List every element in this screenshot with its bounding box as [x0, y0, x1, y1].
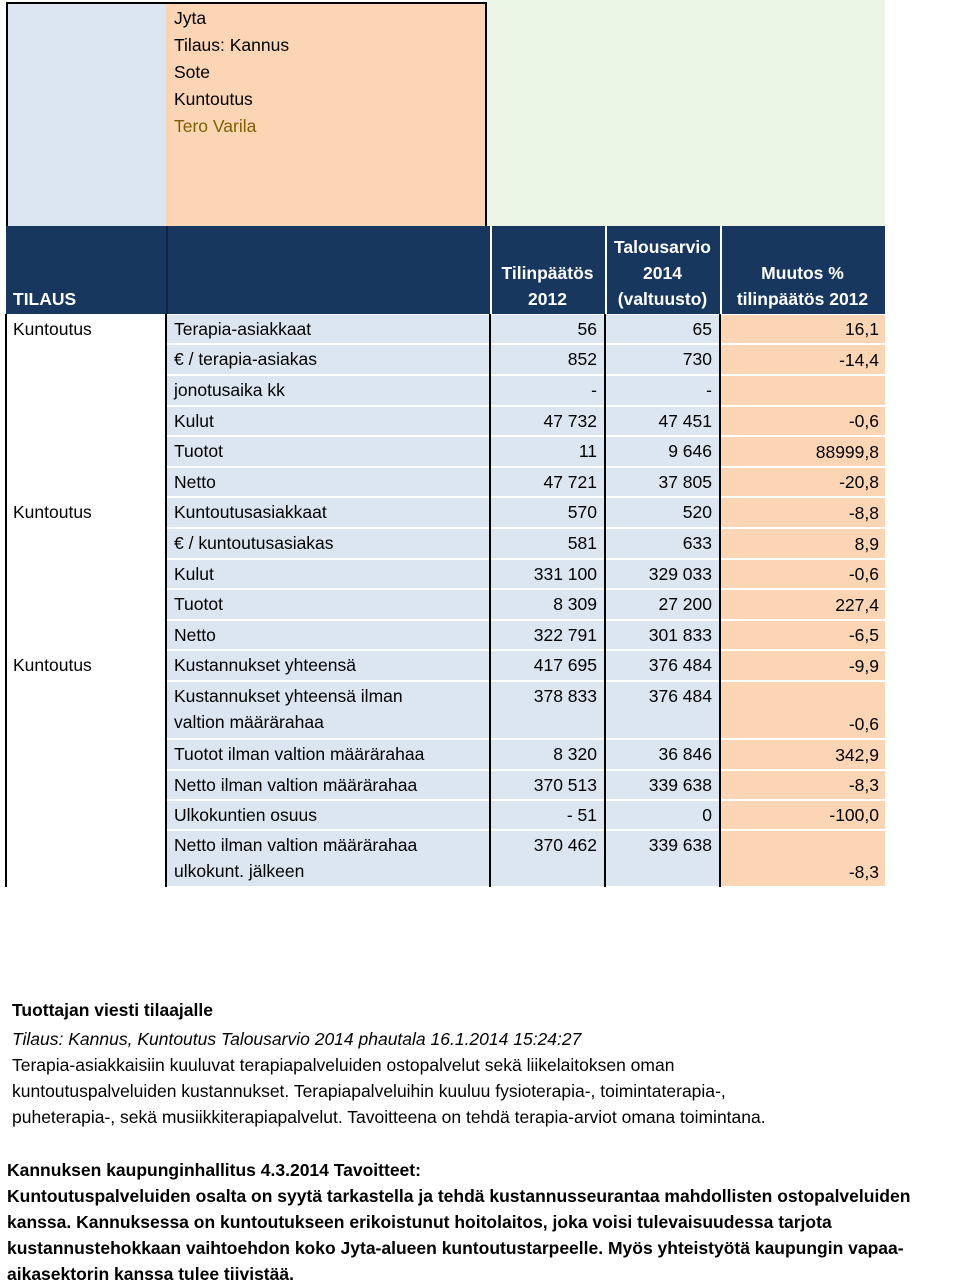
- cell-label-line2: ulkokunt. jälkeen: [174, 861, 305, 881]
- cell-muutos-pct: [720, 740, 885, 769]
- cell-talousarvio-2014: [605, 771, 720, 799]
- column-separator: [489, 681, 491, 739]
- column-separator: [604, 528, 606, 559]
- column-separator: [165, 650, 167, 681]
- cell-label-text: Tuotot ilman valtion määrärahaa: [174, 744, 425, 764]
- cell-group: [6, 831, 166, 886]
- cell-label: [166, 376, 490, 405]
- cell-tilinpaatos-2012: [490, 682, 605, 738]
- column-separator: [165, 559, 167, 589]
- cell-tilinpaatos-2012-text: 581: [567, 533, 597, 553]
- cell-tilinpaatos-2012: [490, 831, 605, 886]
- column-separator: [489, 436, 491, 467]
- column-separator: [165, 589, 167, 620]
- cell-muutos-pct-text: -0,6: [848, 714, 879, 734]
- info-label-background: [6, 2, 166, 226]
- cell-label-text: Kulut: [174, 411, 214, 431]
- table-left-edge: [5, 559, 7, 589]
- cell-label-text: Ulkokuntien osuus: [174, 805, 317, 825]
- column-separator: [489, 344, 491, 375]
- cell-label-text: Tuotot: [174, 441, 223, 461]
- column-separator: [604, 681, 606, 739]
- table-row: [6, 406, 885, 436]
- header-tilinpaatos-line1: Tilinpäätös: [501, 263, 594, 283]
- header-tilaus: TILAUS: [13, 289, 77, 309]
- cell-muutos-pct-text: -8,3: [848, 862, 879, 882]
- table-left-edge: [5, 375, 7, 406]
- cell-talousarvio-2014: [605, 437, 720, 466]
- cell-talousarvio-2014-text: 36 846: [658, 744, 712, 764]
- table-row: [6, 344, 885, 375]
- column-separator: [604, 620, 606, 650]
- table-left-edge: [5, 344, 7, 375]
- cell-label-text: Terapia-asiakkaat: [174, 319, 312, 339]
- cell-group: [6, 407, 166, 435]
- cell-talousarvio-2014-text: -: [706, 380, 712, 400]
- table-left-edge: [5, 770, 7, 800]
- column-separator: [604, 559, 606, 589]
- column-separator: [604, 497, 606, 528]
- cell-talousarvio-2014-text: 520: [682, 502, 712, 522]
- column-separator: [604, 344, 606, 375]
- column-separator: [719, 589, 721, 620]
- column-separator: [165, 375, 167, 406]
- table-row: [6, 830, 885, 887]
- cell-talousarvio-2014-text: 633: [682, 533, 712, 553]
- cell-tilinpaatos-2012: [490, 801, 605, 829]
- cell-label: [166, 468, 490, 496]
- table-row: [6, 467, 885, 497]
- cell-muutos-pct-text: -9,9: [848, 656, 879, 676]
- cell-tilinpaatos-2012-text: 378 833: [533, 686, 597, 706]
- table-left-edge: [5, 314, 7, 344]
- cell-tilinpaatos-2012-text: 370 513: [533, 775, 597, 795]
- cell-tilinpaatos-2012: [490, 740, 605, 769]
- cell-muutos-pct: [720, 682, 885, 738]
- cell-tilinpaatos-2012-text: 852: [567, 349, 597, 369]
- cell-group: [6, 651, 166, 680]
- table-row: [6, 770, 885, 800]
- column-separator: [604, 800, 606, 830]
- cell-talousarvio-2014-text: 9 646: [668, 441, 712, 461]
- cell-talousarvio-2014-text: 730: [682, 349, 712, 369]
- cell-tilinpaatos-2012: [490, 407, 605, 435]
- info-block: [0, 0, 487, 226]
- cell-muutos-pct: [720, 801, 885, 829]
- table-left-edge: [5, 436, 7, 467]
- column-separator: [719, 650, 721, 681]
- cell-tilinpaatos-2012-text: 11: [578, 441, 597, 461]
- cell-muutos-pct-text: -8,8: [848, 503, 879, 523]
- cell-talousarvio-2014-text: 376 484: [648, 655, 712, 675]
- cell-talousarvio-2014: [605, 831, 720, 886]
- cell-label-text: Netto: [174, 625, 216, 645]
- column-separator: [165, 739, 167, 770]
- column-separator: [489, 406, 491, 436]
- header-tilinpaatos-line2: 2012: [528, 289, 567, 309]
- info-value: Sote: [174, 62, 210, 82]
- cell-talousarvio-2014: [605, 682, 720, 738]
- cell-group: [6, 468, 166, 496]
- cell-tilinpaatos-2012-text: 8 320: [553, 744, 597, 764]
- cell-talousarvio-2014: [605, 376, 720, 405]
- column-separator: [489, 314, 491, 344]
- cell-label: [166, 682, 490, 738]
- column-separator: [489, 375, 491, 406]
- table-header: [6, 226, 885, 314]
- cell-tilinpaatos-2012-text: 322 791: [533, 625, 597, 645]
- table-row: [6, 589, 885, 620]
- cell-talousarvio-2014-text: 329 033: [648, 564, 712, 584]
- cell-talousarvio-2014-text: 47 451: [658, 411, 712, 431]
- cell-label: [166, 529, 490, 558]
- cell-talousarvio-2014: [605, 740, 720, 769]
- cell-tilinpaatos-2012-text: 370 462: [533, 835, 597, 855]
- cell-label-text: Tuotot: [174, 594, 223, 614]
- cell-talousarvio-2014-text: 339 638: [648, 835, 712, 855]
- council-line: kanssa. Kannuksessa on kuntoutukseen erikoistunut hoitolaitos, joka voisi tulevaisuudessa tarjota: [7, 1212, 832, 1232]
- column-separator: [604, 314, 606, 344]
- cell-group: [6, 498, 166, 527]
- cell-talousarvio-2014-text: 339 638: [648, 775, 712, 795]
- cell-tilinpaatos-2012: [490, 468, 605, 496]
- cell-group: [6, 345, 166, 374]
- column-separator: [489, 467, 491, 497]
- cell-label-text: Netto: [174, 472, 216, 492]
- cell-muutos-pct-text: -6,5: [848, 625, 879, 645]
- cell-talousarvio-2014-text: 301 833: [648, 625, 712, 645]
- cell-tilinpaatos-2012: [490, 771, 605, 799]
- cell-tilinpaatos-2012: [490, 498, 605, 527]
- cell-group: [6, 801, 166, 829]
- cell-muutos-pct: [720, 468, 885, 496]
- column-separator: [489, 497, 491, 528]
- cell-label-text: Kustannukset yhteensä ilman: [174, 686, 403, 706]
- column-separator: [719, 406, 721, 436]
- column-separator: [165, 406, 167, 436]
- cell-muutos-pct-text: -0,6: [848, 564, 879, 584]
- cell-talousarvio-2014: [605, 468, 720, 496]
- cell-tilinpaatos-2012: [490, 560, 605, 588]
- column-separator: [165, 436, 167, 467]
- cell-muutos-pct: [720, 771, 885, 799]
- table-row: [6, 314, 885, 344]
- column-separator: [719, 559, 721, 589]
- cell-group: [6, 621, 166, 649]
- cell-muutos-pct: [720, 315, 885, 343]
- cell-tilinpaatos-2012-text: 8 309: [553, 594, 597, 614]
- cell-talousarvio-2014: [605, 407, 720, 435]
- cell-muutos-pct: [720, 345, 885, 374]
- cell-label: [166, 651, 490, 680]
- info-green-area: [487, 0, 885, 226]
- table-left-edge: [5, 589, 7, 620]
- info-value-responsible-person: Tero Varila: [174, 116, 257, 136]
- cell-tilinpaatos-2012-text: 56: [577, 319, 597, 339]
- header-muutos-line1: Muutos %: [761, 263, 844, 283]
- column-separator: [719, 375, 721, 406]
- cell-label: [166, 560, 490, 588]
- cell-tilinpaatos-2012-text: 47 721: [543, 472, 597, 492]
- cell-muutos-pct: [720, 651, 885, 680]
- column-separator: [165, 344, 167, 375]
- cell-label-text: € / kuntoutusasiakas: [174, 533, 334, 553]
- header-divider: [166, 226, 168, 314]
- message-title: Tuottajan viesti tilaajalle: [12, 1000, 213, 1020]
- table-row: [6, 650, 885, 681]
- cell-muutos-pct: [720, 529, 885, 558]
- cell-tilinpaatos-2012-text: 570: [567, 502, 597, 522]
- cell-tilinpaatos-2012: [490, 376, 605, 405]
- cell-label-text: Kulut: [174, 564, 214, 584]
- cell-muutos-pct-text: -100,0: [829, 805, 879, 825]
- column-separator: [719, 800, 721, 830]
- column-separator: [719, 314, 721, 344]
- message-line: puheterapia-, sekä musiikkiterapiapalvelut. Tavoitteena on tehdä terapia-arviot omana toimintana.: [12, 1107, 766, 1127]
- column-separator: [719, 436, 721, 467]
- column-separator: [165, 467, 167, 497]
- cell-talousarvio-2014-text: 37 805: [658, 472, 712, 492]
- cell-group: [6, 682, 166, 738]
- column-separator: [165, 620, 167, 650]
- cell-group-text: Kuntoutus: [13, 319, 92, 339]
- table-row: [6, 681, 885, 739]
- cell-label-text: € / terapia-asiakas: [174, 349, 317, 369]
- cell-talousarvio-2014: [605, 315, 720, 343]
- council-title: Kannuksen kaupunginhallitus 4.3.2014 Tavoitteet:: [7, 1160, 421, 1180]
- cell-label: [166, 315, 490, 343]
- table-left-edge: [5, 650, 7, 681]
- cell-label: [166, 345, 490, 374]
- column-separator: [604, 830, 606, 887]
- column-separator: [165, 830, 167, 887]
- cell-talousarvio-2014-text: 0: [702, 805, 712, 825]
- column-separator: [489, 770, 491, 800]
- table-row: [6, 559, 885, 589]
- table-left-edge: [5, 406, 7, 436]
- cell-muutos-pct: [720, 831, 885, 886]
- column-separator: [719, 830, 721, 887]
- cell-talousarvio-2014: [605, 651, 720, 680]
- cell-talousarvio-2014: [605, 621, 720, 649]
- cell-muutos-pct: [720, 376, 885, 405]
- cell-muutos-pct-text: 8,9: [854, 534, 879, 554]
- table-left-edge: [5, 467, 7, 497]
- cell-muutos-pct: [720, 590, 885, 619]
- cell-group: [6, 437, 166, 466]
- column-separator: [489, 589, 491, 620]
- table-left-edge: [5, 800, 7, 830]
- cell-muutos-pct: [720, 407, 885, 435]
- column-separator: [165, 497, 167, 528]
- column-separator: [719, 770, 721, 800]
- cell-group: [6, 590, 166, 619]
- cell-tilinpaatos-2012-text: 417 695: [533, 655, 597, 675]
- header-talousarvio-line1: Talousarvio: [614, 237, 711, 257]
- cell-muutos-pct: [720, 437, 885, 466]
- cell-tilinpaatos-2012: [490, 345, 605, 374]
- column-separator: [604, 436, 606, 467]
- column-separator: [604, 406, 606, 436]
- message-line: kuntoutuspalveluiden kustannukset. Terapiapalveluihin kuuluu fysioterapia-, toimintaterapia-,: [12, 1081, 726, 1101]
- table-row: [6, 620, 885, 650]
- cell-group: [6, 771, 166, 799]
- cell-tilinpaatos-2012: [490, 529, 605, 558]
- message-meta: Tilaus: Kannus, Kuntoutus Talousarvio 2014 phautala 16.1.2014 15:24:27: [12, 1029, 582, 1049]
- cell-talousarvio-2014: [605, 529, 720, 558]
- cell-muutos-pct-text: -14,4: [839, 350, 879, 370]
- cell-tilinpaatos-2012-text: 331 100: [533, 564, 597, 584]
- column-separator: [604, 467, 606, 497]
- column-separator: [604, 650, 606, 681]
- column-separator: [719, 497, 721, 528]
- cell-group: [6, 740, 166, 769]
- column-separator: [165, 528, 167, 559]
- cell-label: [166, 590, 490, 619]
- cell-group: [6, 315, 166, 343]
- column-separator: [719, 344, 721, 375]
- cell-muutos-pct-text: 227,4: [835, 595, 879, 615]
- cell-label-line2: valtion määrärahaa: [174, 712, 324, 732]
- table-row: [6, 800, 885, 830]
- table-row: [6, 436, 885, 467]
- column-separator: [165, 770, 167, 800]
- column-separator: [489, 620, 491, 650]
- column-separator: [604, 770, 606, 800]
- column-separator: [604, 375, 606, 406]
- cell-label: [166, 801, 490, 829]
- cell-tilinpaatos-2012-text: 47 732: [543, 411, 597, 431]
- column-separator: [165, 681, 167, 739]
- table-row: [6, 497, 885, 528]
- council-line: aikasektorin kanssa tulee tiivistää.: [7, 1264, 294, 1284]
- cell-muutos-pct-text: -20,8: [839, 472, 879, 492]
- cell-group: [6, 529, 166, 558]
- table-left-edge: [5, 528, 7, 559]
- cell-tilinpaatos-2012: [490, 651, 605, 680]
- cell-tilinpaatos-2012: [490, 590, 605, 619]
- cell-talousarvio-2014: [605, 498, 720, 527]
- cell-label: [166, 621, 490, 649]
- cell-talousarvio-2014-text: 65: [692, 319, 712, 339]
- table-row: [6, 739, 885, 770]
- info-value: Jyta: [174, 8, 207, 28]
- cell-label-text: Netto ilman valtion määrärahaa: [174, 835, 418, 855]
- cell-label-text: Kustannukset yhteensä: [174, 655, 356, 675]
- cell-muutos-pct-text: -8,3: [848, 775, 879, 795]
- column-separator: [719, 467, 721, 497]
- cell-label-text: Kuntoutusasiakkaat: [174, 502, 327, 522]
- cell-talousarvio-2014-text: 376 484: [648, 686, 712, 706]
- cell-label: [166, 740, 490, 769]
- column-separator: [489, 739, 491, 770]
- cell-label-text: jonotusaika kk: [174, 380, 285, 400]
- cell-label-text: Netto ilman valtion määrärahaa: [174, 775, 418, 795]
- table-row: [6, 375, 885, 406]
- cell-muutos-pct-text: -0,6: [848, 411, 879, 431]
- header-talousarvio-line3: (valtuusto): [617, 289, 708, 309]
- column-separator: [489, 650, 491, 681]
- cell-muutos-pct-text: 342,9: [835, 745, 879, 765]
- cell-label: [166, 407, 490, 435]
- cell-label: [166, 771, 490, 799]
- cell-tilinpaatos-2012: [490, 621, 605, 649]
- cell-talousarvio-2014: [605, 590, 720, 619]
- cell-tilinpaatos-2012: [490, 315, 605, 343]
- cell-muutos-pct: [720, 560, 885, 588]
- column-separator: [719, 681, 721, 739]
- cell-group-text: Kuntoutus: [13, 502, 92, 522]
- cell-tilinpaatos-2012-text: -: [591, 380, 597, 400]
- cell-muutos-pct: [720, 498, 885, 527]
- cell-talousarvio-2014: [605, 801, 720, 829]
- council-line: Kuntoutuspalveluiden osalta on syytä tarkastella ja tehdä kustannusseurantaa mahdollisten ostopalveluiden: [7, 1186, 911, 1206]
- cell-talousarvio-2014: [605, 345, 720, 374]
- cell-muutos-pct-text: 16,1: [844, 319, 879, 339]
- info-value: Tilaus: Kannus: [174, 35, 290, 55]
- cell-group-text: Kuntoutus: [13, 655, 92, 675]
- header-muutos-line2: tilinpäätös 2012: [736, 289, 869, 309]
- cell-muutos-pct: [720, 621, 885, 649]
- column-separator: [489, 559, 491, 589]
- cell-tilinpaatos-2012: [490, 437, 605, 466]
- table-left-edge: [5, 681, 7, 739]
- column-separator: [165, 314, 167, 344]
- column-separator: [719, 528, 721, 559]
- council-line: kustannustehokkaan vaihtoehdon koko Jyta-alueen kuntoutustarpeelle. Myös yhteistyötä kaupungin vapaa-: [7, 1238, 904, 1258]
- cell-label: [166, 437, 490, 466]
- column-separator: [489, 800, 491, 830]
- column-separator: [165, 800, 167, 830]
- cell-group: [6, 560, 166, 588]
- cell-tilinpaatos-2012-text: - 51: [566, 805, 597, 825]
- column-separator: [604, 739, 606, 770]
- table-left-edge: [5, 830, 7, 887]
- table-left-edge: [5, 497, 7, 528]
- cell-talousarvio-2014: [605, 560, 720, 588]
- info-value: Kuntoutus: [174, 89, 253, 109]
- column-separator: [489, 830, 491, 887]
- cell-muutos-pct-text: 88999,8: [815, 442, 879, 462]
- column-separator: [719, 620, 721, 650]
- column-separator: [489, 528, 491, 559]
- message-line: Terapia-asiakkaisiin kuuluvat terapiapalveluiden ostopalvelut sekä liikelaitoksen oman: [12, 1055, 675, 1075]
- header-talousarvio-line2: 2014: [643, 263, 682, 283]
- column-separator: [719, 739, 721, 770]
- cell-group: [6, 376, 166, 405]
- cell-talousarvio-2014-text: 27 200: [658, 594, 712, 614]
- table-row: [6, 528, 885, 559]
- cell-label: [166, 831, 490, 886]
- table-left-edge: [5, 739, 7, 770]
- cell-label: [166, 498, 490, 527]
- column-separator: [604, 589, 606, 620]
- table-left-edge: [5, 620, 7, 650]
